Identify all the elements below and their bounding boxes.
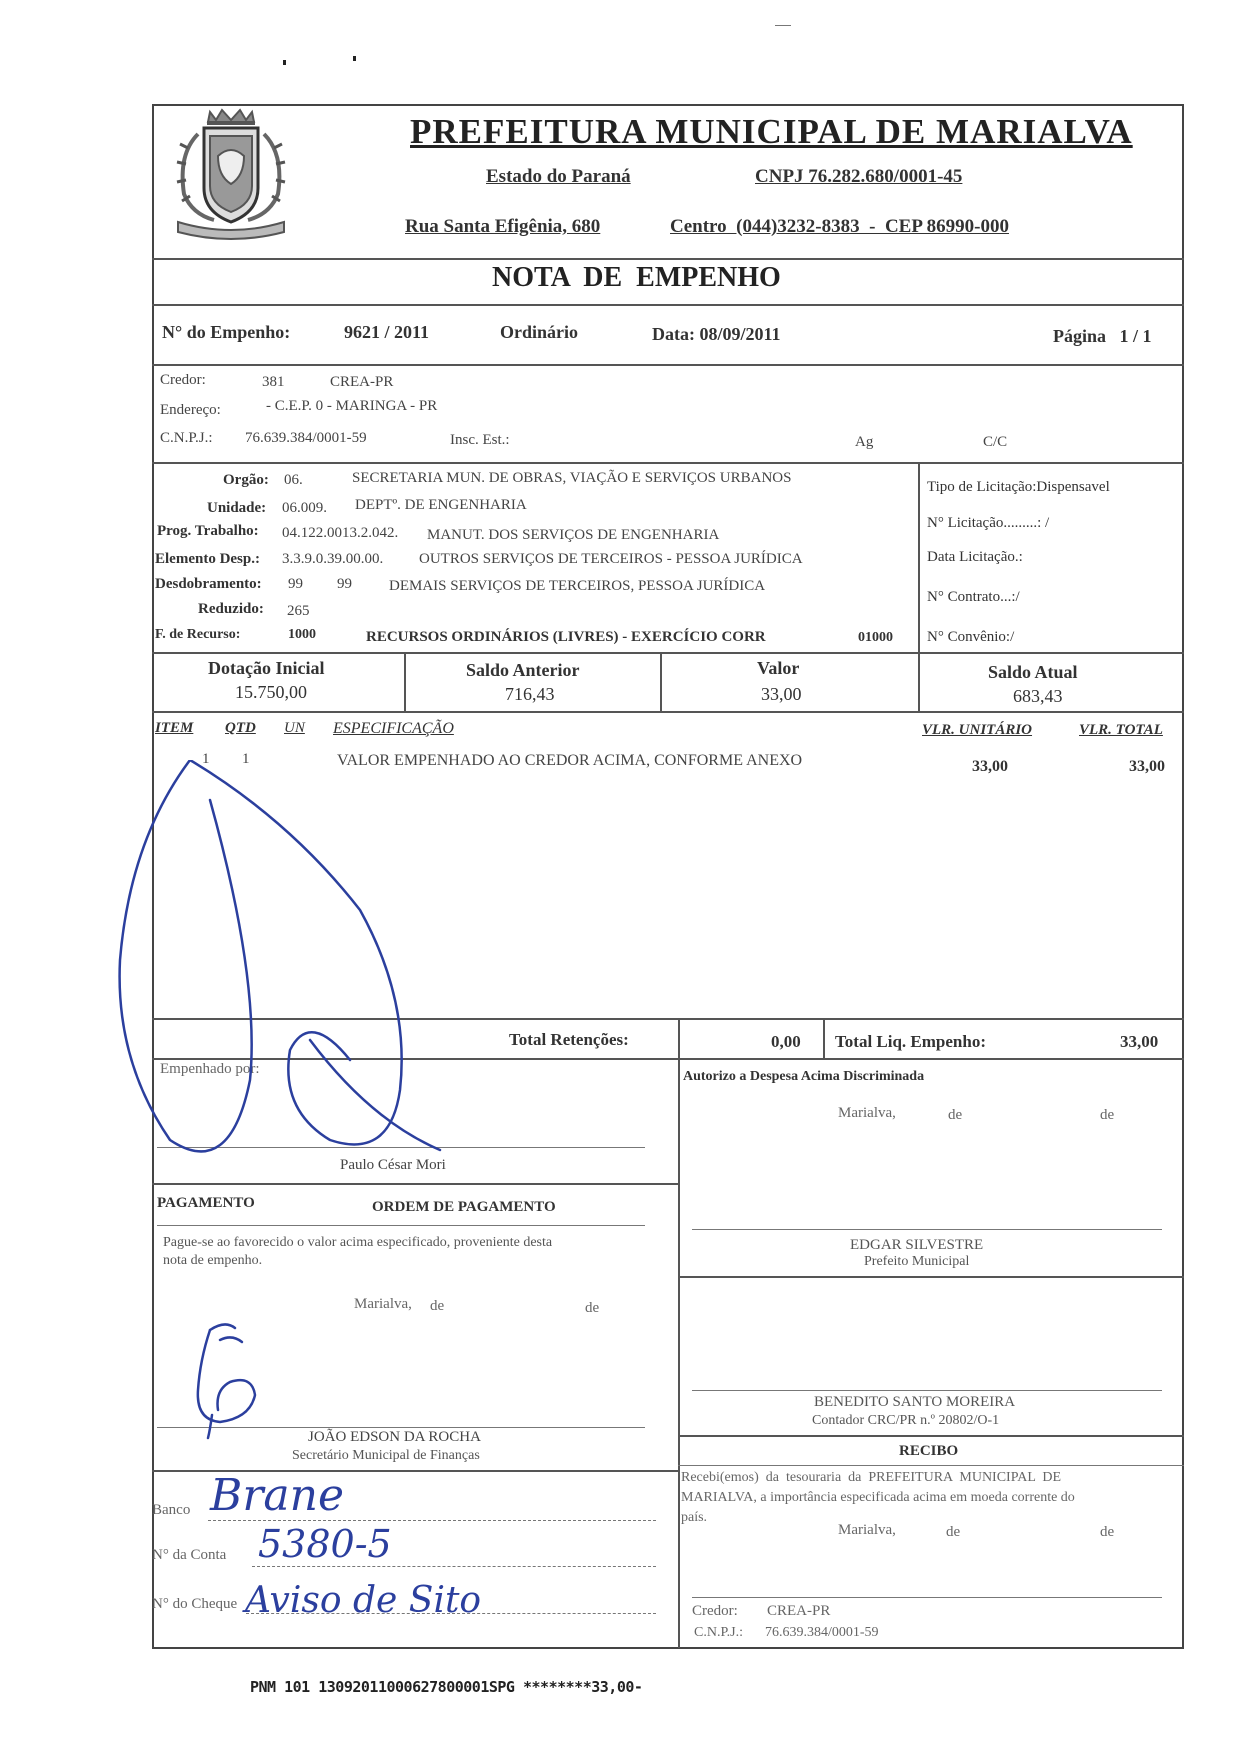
column-divider bbox=[678, 1058, 680, 1648]
dotacao-value: 15.750,00 bbox=[235, 682, 307, 702]
desdobramento-label: Desdobramento: bbox=[155, 576, 262, 592]
handwritten-bank: Brane bbox=[210, 1470, 344, 1521]
municipality-address: Rua Santa Efigênia, 680 bbox=[405, 216, 601, 237]
divider bbox=[678, 1465, 1184, 1466]
reduzido-label: Reduzido: bbox=[198, 601, 264, 617]
handwritten-signature-secretario bbox=[180, 1320, 280, 1440]
prefeito-name: EDGAR SILVESTRE bbox=[850, 1237, 984, 1253]
municipality-cnpj: CNPJ 76.282.680/0001-45 bbox=[755, 166, 963, 187]
handwritten-cheque: Aviso de Sito bbox=[245, 1580, 482, 1621]
account-number-label: N° da Conta bbox=[152, 1547, 227, 1563]
prefeito-title: Prefeito Municipal bbox=[864, 1254, 970, 1269]
secretario-title: Secretário Municipal de Finanças bbox=[292, 1448, 480, 1463]
saldo-atual-label: Saldo Atual bbox=[988, 662, 1078, 682]
signature-line bbox=[692, 1597, 1162, 1598]
prog-code: 04.122.0013.2.042. bbox=[282, 525, 399, 541]
recibo-text-line-3: país. bbox=[681, 1510, 708, 1525]
total-retencoes-label: Total Retenções: bbox=[509, 1030, 629, 1049]
empenho-type: Ordinário bbox=[500, 322, 579, 342]
scan-speck bbox=[775, 25, 791, 26]
insc-est-label: Insc. Est.: bbox=[450, 432, 510, 448]
pagamento-label: PAGAMENTO bbox=[157, 1195, 255, 1211]
creditor-code: 381 bbox=[262, 374, 285, 390]
handwritten-signature-empenho bbox=[110, 760, 490, 1180]
divider bbox=[678, 1276, 1184, 1278]
signature-line bbox=[692, 1390, 1162, 1391]
item-number: 1 bbox=[202, 751, 210, 767]
empenhado-name: Paulo César Mori bbox=[340, 1157, 446, 1173]
recibo-credor-label: Credor: bbox=[692, 1603, 738, 1619]
autorizo-text: Autorizo a Despesa Acima Discriminada bbox=[683, 1069, 925, 1084]
total-liquido-value: 33,00 bbox=[1120, 1032, 1159, 1051]
account-label: C/C bbox=[983, 434, 1008, 450]
elemento-code: 3.3.9.0.39.00.00. bbox=[282, 551, 384, 567]
divider bbox=[152, 258, 1184, 260]
day-month-separator: de bbox=[946, 1524, 961, 1540]
recibo-text-line-1: Recebi(emos) da tesouraria da PREFEITURA MUNICIPAL DE bbox=[681, 1470, 1062, 1485]
coat-of-arms-logo bbox=[158, 104, 304, 250]
contador-name: BENEDITO SANTO MOREIRA bbox=[814, 1394, 1016, 1410]
municipality-contact: Centro (044)3232-8383 - CEP 86990-000 bbox=[670, 216, 1009, 237]
pague-text-line-1: Pague-se ao favorecido o valor acima especificado, proveniente desta bbox=[163, 1235, 553, 1250]
licitacao-number: N° Licitação.........: / bbox=[927, 515, 1050, 531]
total-liquido-label: Total Liq. Empenho: bbox=[835, 1032, 986, 1051]
empenhado-label: Empenhado por: bbox=[160, 1061, 260, 1077]
empenho-date: Data: 08/09/2011 bbox=[652, 324, 781, 344]
divider bbox=[152, 364, 1184, 366]
month-year-separator: de bbox=[585, 1300, 600, 1316]
reduzido-value: 265 bbox=[287, 603, 310, 619]
column-divider bbox=[660, 652, 662, 711]
item-description: VALOR EMPENHADO AO CREDOR ACIMA, CONFORME ANEXO bbox=[337, 752, 803, 769]
secretario-name: JOÃO EDSON DA ROCHA bbox=[308, 1429, 481, 1445]
col-total-price: VLR. TOTAL bbox=[1079, 722, 1163, 738]
city-label: Marialva, bbox=[354, 1296, 412, 1312]
recurso-code: 1000 bbox=[288, 627, 316, 642]
unidade-description: DEPTº. DE ENGENHARIA bbox=[355, 497, 527, 513]
column-divider bbox=[823, 1018, 825, 1058]
scan-speck bbox=[353, 56, 356, 61]
valor-value: 33,00 bbox=[761, 684, 802, 704]
recurso-description: RECURSOS ORDINÁRIOS (LIVRES) - EXERCÍCIO CORR bbox=[366, 629, 766, 645]
month-year-separator: de bbox=[1100, 1107, 1115, 1123]
desdobramento-description: DEMAIS SERVIÇOS DE TERCEIROS, PESSOA JURÍDICA bbox=[389, 578, 766, 594]
divider bbox=[152, 462, 1184, 464]
account-line bbox=[252, 1566, 656, 1567]
item-qty: 1 bbox=[242, 751, 250, 767]
cnpj-label: C.N.P.J.: bbox=[160, 430, 213, 446]
orgao-code: 06. bbox=[284, 472, 303, 488]
desdobramento-a: 99 bbox=[288, 576, 303, 592]
elemento-description: OUTROS SERVIÇOS DE TERCEIROS - PESSOA JURÍDICA bbox=[419, 551, 803, 567]
col-espec: ESPECIFICAÇÃO bbox=[333, 720, 454, 737]
contract-number: N° Contrato...:/ bbox=[927, 589, 1020, 605]
divider bbox=[678, 1435, 1184, 1437]
divider bbox=[152, 652, 1184, 654]
empenho-number: 9621 / 2011 bbox=[344, 322, 430, 342]
divider bbox=[157, 1225, 645, 1226]
address-label: Endereço: bbox=[160, 402, 221, 418]
licitacao-date: Data Licitação.: bbox=[927, 549, 1023, 565]
col-un: UN bbox=[284, 720, 305, 736]
column-divider bbox=[918, 462, 920, 652]
column-divider bbox=[404, 652, 406, 711]
city-label: Marialva, bbox=[838, 1522, 896, 1538]
creditor-label: Credor: bbox=[160, 372, 206, 388]
recurso-number: 01000 bbox=[858, 630, 893, 645]
orgao-label: Orgão: bbox=[223, 472, 269, 488]
saldo-atual-value: 683,43 bbox=[1013, 686, 1063, 706]
agency-label: Ag bbox=[855, 434, 874, 450]
dotacao-label: Dotação Inicial bbox=[208, 658, 325, 678]
city-label: Marialva, bbox=[838, 1105, 896, 1121]
prog-description: MANUT. DOS SERVIÇOS DE ENGENHARIA bbox=[427, 527, 720, 543]
total-retencoes-value: 0,00 bbox=[771, 1032, 801, 1051]
document-title: NOTA DE EMPENHO bbox=[492, 262, 781, 293]
recurso-label: F. de Recurso: bbox=[155, 627, 241, 642]
creditor-name: CREA-PR bbox=[330, 374, 394, 390]
scan-speck bbox=[283, 60, 286, 65]
signature-line bbox=[692, 1229, 1162, 1230]
month-year-separator: de bbox=[1100, 1524, 1115, 1540]
page-number: Página 1 / 1 bbox=[1053, 326, 1152, 346]
recibo-cnpj-label: C.N.P.J.: bbox=[694, 1625, 744, 1640]
orgao-description: SECRETARIA MUN. DE OBRAS, VIAÇÃO E SERVIÇOS URBANOS bbox=[352, 470, 792, 486]
ordem-pagamento-label: ORDEM DE PAGAMENTO bbox=[372, 1199, 556, 1215]
convenio-number: N° Convênio:/ bbox=[927, 629, 1015, 645]
contador-title: Contador CRC/PR n.º 20802/O-1 bbox=[812, 1413, 1000, 1428]
recibo-title: RECIBO bbox=[899, 1443, 959, 1459]
state-name: Estado do Paraná bbox=[486, 166, 631, 187]
footer-code: PNM 101 13092011000627800001SPG ********33,00- bbox=[250, 1678, 643, 1696]
column-divider bbox=[678, 1018, 680, 1058]
valor-label: Valor bbox=[757, 658, 800, 678]
item-unit-price: 33,00 bbox=[972, 758, 1008, 775]
creditor-cnpj: 76.639.384/0001-59 bbox=[245, 430, 367, 446]
col-unit-price: VLR. UNITÁRIO bbox=[922, 722, 1033, 738]
column-divider bbox=[918, 652, 920, 711]
municipality-title: PREFEITURA MUNICIPAL DE MARIALVA bbox=[410, 112, 1133, 151]
licitacao-type: Tipo de Licitação:Dispensavel bbox=[927, 479, 1110, 495]
bank-label: Banco bbox=[152, 1502, 191, 1518]
recibo-cnpj: 76.639.384/0001-59 bbox=[765, 1625, 879, 1640]
item-total-price: 33,00 bbox=[1129, 758, 1165, 775]
pague-text-line-2: nota de empenho. bbox=[163, 1253, 263, 1268]
recibo-text-line-2: MARIALVA, a importância especificada acima em moeda corrente do bbox=[681, 1490, 1075, 1505]
divider bbox=[152, 711, 1184, 713]
cheque-number-label: N° do Cheque bbox=[152, 1596, 238, 1612]
saldo-anterior-label: Saldo Anterior bbox=[466, 660, 580, 680]
divider bbox=[152, 1183, 678, 1185]
saldo-anterior-value: 716,43 bbox=[505, 684, 555, 704]
empenho-label: N° do Empenho: bbox=[162, 322, 291, 342]
day-month-separator: de bbox=[948, 1107, 963, 1123]
prog-label: Prog. Trabalho: bbox=[157, 523, 259, 539]
recibo-credor: CREA-PR bbox=[767, 1603, 831, 1619]
elemento-label: Elemento Desp.: bbox=[155, 551, 260, 567]
unidade-label: Unidade: bbox=[207, 500, 267, 516]
handwritten-account: 5380-5 bbox=[258, 1522, 392, 1566]
day-month-separator: de bbox=[430, 1298, 445, 1314]
creditor-address: - C.E.P. 0 - MARINGA - PR bbox=[266, 398, 438, 414]
desdobramento-b: 99 bbox=[337, 576, 352, 592]
unidade-code: 06.009. bbox=[282, 500, 327, 516]
col-qtd: QTD bbox=[225, 720, 256, 736]
divider bbox=[152, 304, 1184, 306]
col-item: ITEM bbox=[155, 720, 194, 736]
